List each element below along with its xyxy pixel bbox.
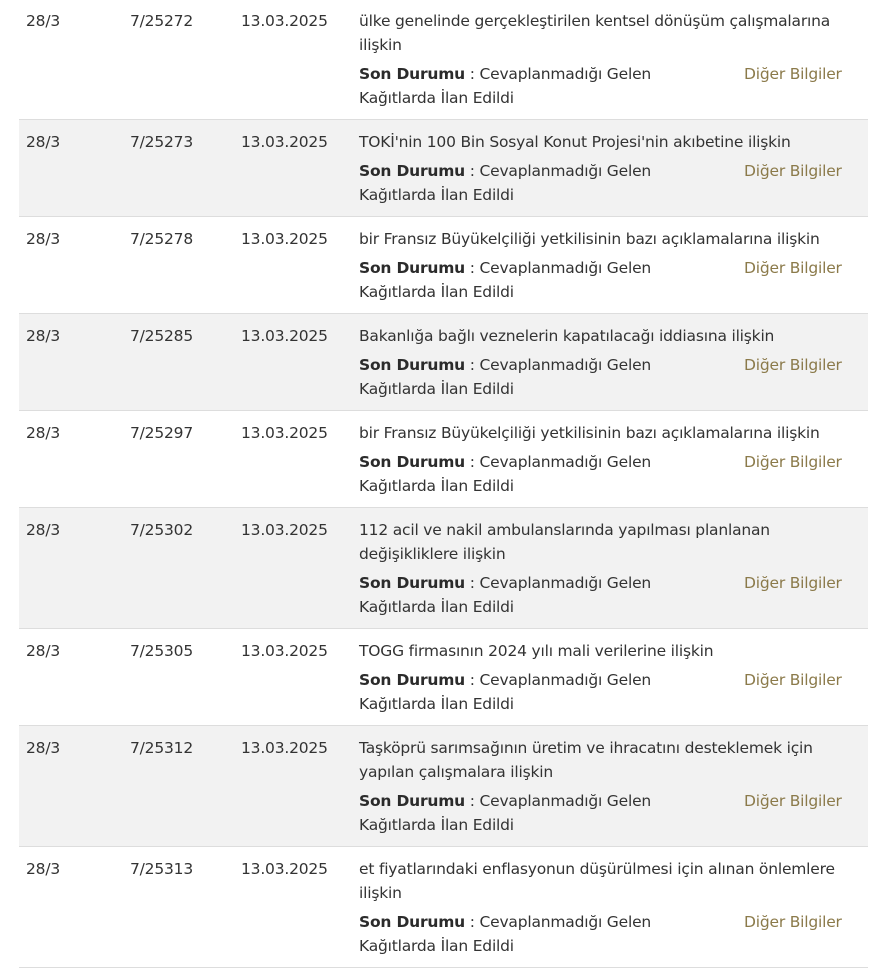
subject-text: Taşköprü sarımsağının üretim ve ihracatını desteklemek için yapılan çalışmalara ilişkin <box>359 739 813 781</box>
status-line <box>359 789 858 837</box>
term-cell: 28/3 <box>26 133 61 151</box>
subject-text: 112 acil ve nakil ambulanslarında yapılması planlanan değişikliklere ilişkin <box>359 521 770 563</box>
more-info-link[interactable]: Diğer Bilgiler <box>744 65 842 83</box>
term-cell: 28/3 <box>26 739 61 757</box>
more-info-link[interactable]: Diğer Bilgiler <box>744 792 842 810</box>
subject-cell <box>359 324 868 401</box>
more-info-link[interactable]: Diğer Bilgiler <box>744 453 842 471</box>
more-info-link[interactable]: Diğer Bilgiler <box>744 162 842 180</box>
subject-text: bir Fransız Büyükelçiliği yetkilisinin bazı açıklamalarına ilişkin <box>359 230 820 248</box>
table-row <box>19 0 868 120</box>
status-separator: : <box>465 671 480 689</box>
status-line <box>359 62 858 110</box>
subject-text: ülke genelinde gerçekleştirilen kentsel dönüşüm çalışmalarına ilişkin <box>359 12 831 54</box>
table-row <box>19 726 868 847</box>
status-text <box>359 159 729 207</box>
status-separator: : <box>465 913 480 931</box>
number-cell: 7/25273 <box>130 133 193 151</box>
subject-text: et fiyatlarındaki enflasyonun düşürülmesi için alınan önlemlere ilişkin <box>359 860 835 902</box>
subject-cell <box>359 130 868 207</box>
term-cell: 28/3 <box>26 12 61 30</box>
table-row <box>19 629 868 726</box>
date-cell: 13.03.2025 <box>241 860 328 878</box>
status-line <box>359 571 858 619</box>
subject-cell <box>359 227 868 304</box>
more-info-link[interactable]: Diğer Bilgiler <box>744 259 842 277</box>
status-text <box>359 571 729 619</box>
status-separator: : <box>465 65 480 83</box>
status-text <box>359 256 729 304</box>
more-info-link[interactable]: Diğer Bilgiler <box>744 574 842 592</box>
number-cell: 7/25278 <box>130 230 193 248</box>
date-cell: 13.03.2025 <box>241 12 328 30</box>
date-cell: 13.03.2025 <box>241 642 328 660</box>
subject-cell <box>359 518 868 619</box>
subject-cell <box>359 639 868 716</box>
status-value: Cevaplanmadığı Gelen Kağıtlarda İlan Edildi <box>359 913 652 955</box>
status-text <box>359 62 729 110</box>
status-label: Son Durumu <box>359 162 466 180</box>
date-cell: 13.03.2025 <box>241 739 328 757</box>
more-info-link[interactable]: Diğer Bilgiler <box>744 913 842 931</box>
number-cell: 7/25313 <box>130 860 193 878</box>
date-cell: 13.03.2025 <box>241 133 328 151</box>
status-value: Cevaplanmadığı Gelen Kağıtlarda İlan Edildi <box>359 259 652 301</box>
status-text <box>359 789 729 837</box>
term-cell: 28/3 <box>26 521 61 539</box>
subject-text: bir Fransız Büyükelçiliği yetkilisinin bazı açıklamalarına ilişkin <box>359 424 820 442</box>
table-row <box>19 847 868 968</box>
status-label: Son Durumu <box>359 65 466 83</box>
status-value: Cevaplanmadığı Gelen Kağıtlarda İlan Edildi <box>359 792 652 834</box>
status-separator: : <box>465 162 480 180</box>
status-separator: : <box>465 356 480 374</box>
date-cell: 13.03.2025 <box>241 230 328 248</box>
subject-cell <box>359 9 868 110</box>
number-cell: 7/25302 <box>130 521 193 539</box>
subject-text: Bakanlığa bağlı veznelerin kapatılacağı iddiasına ilişkin <box>359 327 775 345</box>
questions-table <box>19 0 868 968</box>
status-text <box>359 353 729 401</box>
status-value: Cevaplanmadığı Gelen Kağıtlarda İlan Edildi <box>359 453 652 495</box>
table-row <box>19 120 868 217</box>
table-row <box>19 217 868 314</box>
status-label: Son Durumu <box>359 453 466 471</box>
status-line <box>359 159 858 207</box>
number-cell: 7/25272 <box>130 12 193 30</box>
subject-cell <box>359 421 868 498</box>
subject-cell <box>359 857 868 958</box>
status-line <box>359 668 858 716</box>
status-separator: : <box>465 259 480 277</box>
date-cell: 13.03.2025 <box>241 327 328 345</box>
status-value: Cevaplanmadığı Gelen Kağıtlarda İlan Edildi <box>359 162 652 204</box>
status-label: Son Durumu <box>359 671 466 689</box>
status-value: Cevaplanmadığı Gelen Kağıtlarda İlan Edildi <box>359 574 652 616</box>
status-value: Cevaplanmadığı Gelen Kağıtlarda İlan Edildi <box>359 65 652 107</box>
status-separator: : <box>465 574 480 592</box>
status-separator: : <box>465 453 480 471</box>
subject-cell <box>359 736 868 837</box>
number-cell: 7/25305 <box>130 642 193 660</box>
status-line <box>359 450 858 498</box>
status-value: Cevaplanmadığı Gelen Kağıtlarda İlan Edildi <box>359 356 652 398</box>
date-cell: 13.03.2025 <box>241 424 328 442</box>
term-cell: 28/3 <box>26 230 61 248</box>
status-label: Son Durumu <box>359 259 466 277</box>
term-cell: 28/3 <box>26 424 61 442</box>
term-cell: 28/3 <box>26 860 61 878</box>
status-line <box>359 910 858 958</box>
term-cell: 28/3 <box>26 327 61 345</box>
number-cell: 7/25312 <box>130 739 193 757</box>
status-label: Son Durumu <box>359 574 466 592</box>
status-text <box>359 668 729 716</box>
status-label: Son Durumu <box>359 356 466 374</box>
status-separator: : <box>465 792 480 810</box>
more-info-link[interactable]: Diğer Bilgiler <box>744 356 842 374</box>
number-cell: 7/25297 <box>130 424 193 442</box>
subject-text: TOGG firmasının 2024 yılı mali verilerine ilişkin <box>359 642 714 660</box>
date-cell: 13.03.2025 <box>241 521 328 539</box>
more-info-link[interactable]: Diğer Bilgiler <box>744 671 842 689</box>
subject-text: TOKİ'nin 100 Bin Sosyal Konut Projesi'nin akıbetine ilişkin <box>359 133 791 151</box>
status-line <box>359 353 858 401</box>
table-row <box>19 508 868 629</box>
status-line <box>359 256 858 304</box>
status-text <box>359 450 729 498</box>
table-row <box>19 411 868 508</box>
status-value: Cevaplanmadığı Gelen Kağıtlarda İlan Edildi <box>359 671 652 713</box>
status-text <box>359 910 729 958</box>
number-cell: 7/25285 <box>130 327 193 345</box>
status-label: Son Durumu <box>359 913 466 931</box>
status-label: Son Durumu <box>359 792 466 810</box>
table-row <box>19 314 868 411</box>
term-cell: 28/3 <box>26 642 61 660</box>
